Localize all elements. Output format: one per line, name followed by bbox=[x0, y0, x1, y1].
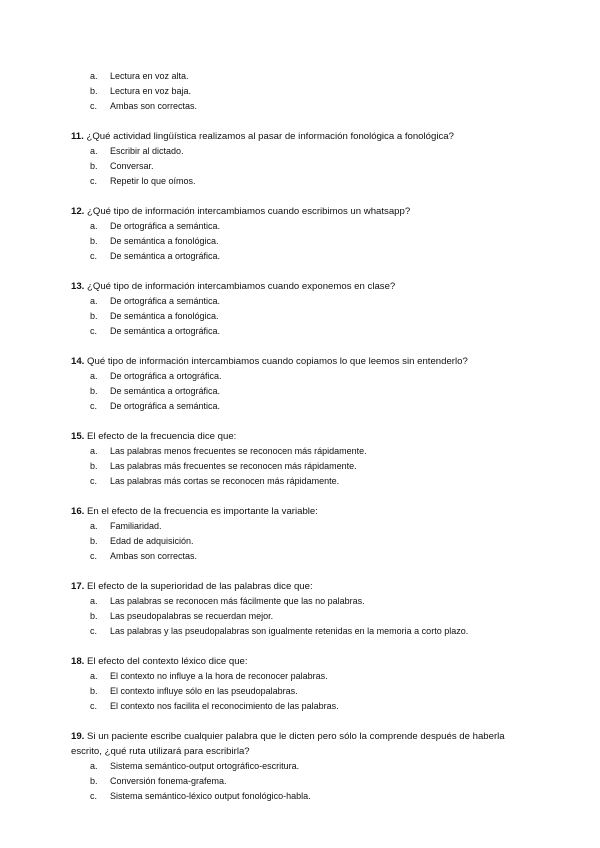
option-text: Las palabras y las pseudopalabras son igualmente retenidas en la memoria a corto plazo. bbox=[110, 626, 469, 636]
option-text: Familiaridad. bbox=[110, 521, 162, 531]
answer-options bbox=[71, 669, 531, 714]
option-text: Lectura en voz alta. bbox=[110, 71, 189, 81]
answer-options bbox=[71, 594, 531, 639]
option-text: Las palabras menos frecuentes se reconocen más rápidamente. bbox=[110, 446, 367, 456]
option-letter: b. bbox=[90, 161, 98, 171]
option-text: De semántica a ortográfica. bbox=[110, 386, 221, 396]
option-text: El contexto influye sólo en las pseudopalabras. bbox=[110, 686, 298, 696]
answer-options bbox=[71, 519, 531, 564]
answer-option bbox=[71, 69, 531, 84]
answer-option bbox=[71, 459, 531, 474]
question-text bbox=[71, 654, 531, 669]
question-block bbox=[71, 204, 531, 264]
option-text: De semántica a fonológica. bbox=[110, 236, 219, 246]
answer-option bbox=[71, 759, 531, 774]
question-block bbox=[71, 654, 531, 714]
answer-option bbox=[71, 699, 531, 714]
quiz-content bbox=[71, 69, 531, 804]
answer-option bbox=[71, 789, 531, 804]
question-block bbox=[71, 429, 531, 489]
answer-option bbox=[71, 99, 531, 114]
question-continuation bbox=[71, 69, 531, 114]
option-letter: a. bbox=[90, 761, 98, 771]
question-number: 11. bbox=[71, 131, 84, 142]
question-label: Qué tipo de información intercambiamos cuando copiamos lo que leemos sin entenderlo? bbox=[87, 356, 468, 367]
answer-options bbox=[71, 759, 531, 804]
answer-options bbox=[71, 444, 531, 489]
answer-options bbox=[71, 294, 531, 339]
question-block bbox=[71, 504, 531, 564]
option-letter: a. bbox=[90, 296, 98, 306]
answer-option bbox=[71, 159, 531, 174]
question-number: 19. bbox=[71, 731, 85, 742]
option-letter: c. bbox=[90, 476, 98, 486]
answer-option bbox=[71, 594, 531, 609]
answer-options bbox=[71, 69, 531, 114]
option-letter: a. bbox=[90, 446, 98, 456]
option-letter: a. bbox=[90, 71, 98, 81]
option-letter: c. bbox=[90, 176, 98, 186]
option-letter: a. bbox=[90, 221, 98, 231]
question-block bbox=[71, 129, 531, 189]
option-letter: b. bbox=[90, 461, 98, 471]
answer-option bbox=[71, 519, 531, 534]
answer-option bbox=[71, 474, 531, 489]
option-letter: c. bbox=[90, 791, 98, 801]
answer-option bbox=[71, 399, 531, 414]
option-letter: b. bbox=[90, 611, 98, 621]
option-letter: c. bbox=[90, 251, 98, 261]
answer-option bbox=[71, 84, 531, 99]
option-text: De ortográfica a semántica. bbox=[110, 296, 221, 306]
answer-option bbox=[71, 534, 531, 549]
option-letter: a. bbox=[90, 596, 98, 606]
question-block bbox=[71, 729, 531, 804]
answer-option bbox=[71, 369, 531, 384]
option-text: Conversar. bbox=[110, 161, 154, 171]
option-letter: a. bbox=[90, 371, 98, 381]
answer-option bbox=[71, 684, 531, 699]
answer-option bbox=[71, 669, 531, 684]
option-letter: b. bbox=[90, 776, 98, 786]
option-letter: c. bbox=[90, 551, 98, 561]
answer-option bbox=[71, 234, 531, 249]
question-block bbox=[71, 579, 531, 639]
question-text bbox=[71, 429, 531, 444]
option-text: Sistema semántico-output ortográfico-escritura. bbox=[110, 761, 300, 771]
option-text: Las palabras más frecuentes se reconocen más rápidamente. bbox=[110, 461, 357, 471]
option-text: Edad de adquisición. bbox=[110, 536, 194, 546]
answer-option bbox=[71, 609, 531, 624]
option-letter: c. bbox=[90, 326, 98, 336]
answer-option bbox=[71, 174, 531, 189]
question-text bbox=[71, 579, 531, 594]
answer-options bbox=[71, 219, 531, 264]
option-text: De semántica a fonológica. bbox=[110, 311, 219, 321]
question-label: ¿Qué tipo de información intercambiamos cuando escribimos un whatsapp? bbox=[87, 206, 411, 217]
option-letter: a. bbox=[90, 671, 98, 681]
option-text: De semántica a ortográfica. bbox=[110, 326, 221, 336]
option-letter: b. bbox=[90, 386, 98, 396]
answer-option bbox=[71, 324, 531, 339]
answer-option bbox=[71, 249, 531, 264]
option-letter: b. bbox=[90, 311, 98, 321]
question-block bbox=[71, 279, 531, 339]
option-letter: c. bbox=[90, 101, 98, 111]
question-number: 13. bbox=[71, 281, 85, 292]
option-text: El contexto nos facilita el reconocimiento de las palabras. bbox=[110, 701, 339, 711]
question-label: ¿Qué actividad lingüística realizamos al pasar de información fonológica a fonológica? bbox=[86, 131, 454, 142]
option-text: Repetir lo que oímos. bbox=[110, 176, 196, 186]
question-text bbox=[71, 729, 531, 759]
option-letter: c. bbox=[90, 701, 98, 711]
question-text bbox=[71, 354, 531, 369]
option-text: De ortográfica a semántica. bbox=[110, 401, 221, 411]
answer-option bbox=[71, 774, 531, 789]
option-text: Las palabras se reconocen más fácilmente que las no palabras. bbox=[110, 596, 365, 606]
question-number: 18. bbox=[71, 656, 85, 667]
question-text bbox=[71, 204, 531, 219]
question-label: En el efecto de la frecuencia es importante la variable: bbox=[87, 506, 318, 517]
answer-option bbox=[71, 219, 531, 234]
question-text bbox=[71, 279, 531, 294]
option-text: Lectura en voz baja. bbox=[110, 86, 192, 96]
option-text: Las palabras más cortas se reconocen más rápidamente. bbox=[110, 476, 340, 486]
option-letter: a. bbox=[90, 146, 98, 156]
question-number: 14. bbox=[71, 356, 85, 367]
question-label: El efecto de la frecuencia dice que: bbox=[87, 431, 237, 442]
option-text: Escribir al dictado. bbox=[110, 146, 184, 156]
question-label: El efecto de la superioridad de las palabras dice que: bbox=[87, 581, 313, 592]
question-label: El efecto del contexto léxico dice que: bbox=[87, 656, 248, 667]
option-letter: b. bbox=[90, 236, 98, 246]
question-number: 17. bbox=[71, 581, 85, 592]
option-letter: b. bbox=[90, 86, 98, 96]
option-letter: b. bbox=[90, 536, 98, 546]
option-letter: c. bbox=[90, 626, 98, 636]
option-text: Ambas son correctas. bbox=[110, 551, 198, 561]
answer-option bbox=[71, 549, 531, 564]
answer-option bbox=[71, 309, 531, 324]
answer-option bbox=[71, 294, 531, 309]
question-block bbox=[71, 354, 531, 414]
option-text: El contexto no influye a la hora de reconocer palabras. bbox=[110, 671, 328, 681]
option-letter: b. bbox=[90, 686, 98, 696]
answer-option bbox=[71, 384, 531, 399]
answer-options bbox=[71, 369, 531, 414]
option-text: Las pseudopalabras se recuerdan mejor. bbox=[110, 611, 274, 621]
option-letter: c. bbox=[90, 401, 98, 411]
question-text bbox=[71, 129, 531, 144]
option-text: De ortográfica a ortográfica. bbox=[110, 371, 222, 381]
answer-options bbox=[71, 144, 531, 189]
option-text: Ambas son correctas. bbox=[110, 101, 198, 111]
question-number: 16. bbox=[71, 506, 85, 517]
option-letter: a. bbox=[90, 521, 98, 531]
answer-option bbox=[71, 624, 531, 639]
option-text: De ortográfica a semántica. bbox=[110, 221, 221, 231]
option-text: De semántica a ortográfica. bbox=[110, 251, 221, 261]
question-label: ¿Qué tipo de información intercambiamos cuando exponemos en clase? bbox=[87, 281, 396, 292]
question-number: 15. bbox=[71, 431, 85, 442]
question-text bbox=[71, 504, 531, 519]
question-label: Si un paciente escribe cualquier palabra que le dicten pero sólo la comprende después de haberla escrito, ¿qué ruta utilizará para escribirla? bbox=[71, 731, 505, 757]
question-number: 12. bbox=[71, 206, 85, 217]
answer-option bbox=[71, 144, 531, 159]
answer-option bbox=[71, 444, 531, 459]
option-text: Conversión fonema-grafema. bbox=[110, 776, 227, 786]
option-text: Sistema semántico-léxico output fonológico-habla. bbox=[110, 791, 311, 801]
